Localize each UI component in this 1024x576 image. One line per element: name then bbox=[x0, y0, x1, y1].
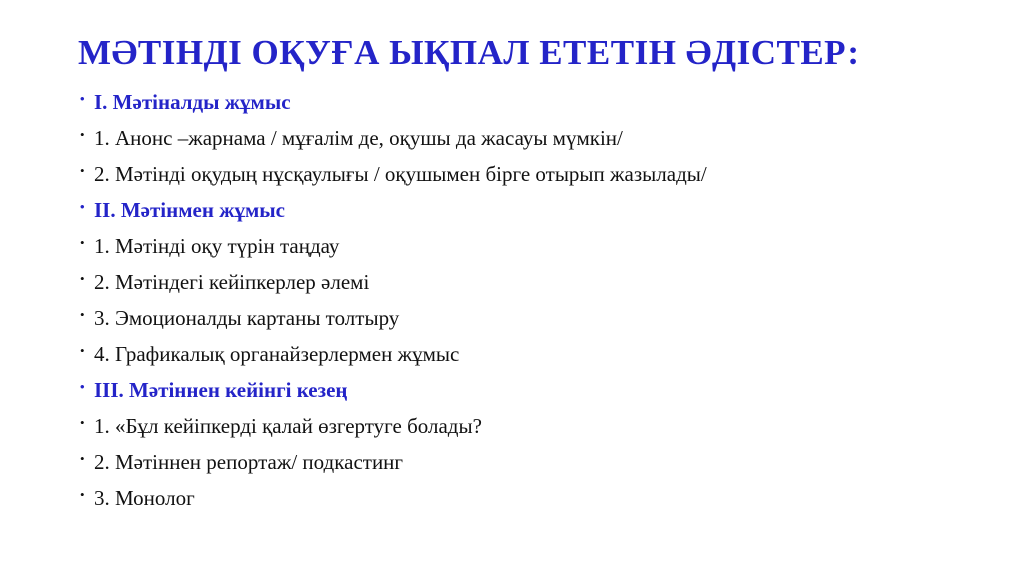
bullet-icon: • bbox=[80, 342, 85, 358]
section-heading-label: II. Мәтінмен жұмыс bbox=[94, 198, 285, 222]
list-item-label: 2. Мәтінді оқудың нұсқаулығы / оқушымен бірге отырып жазылады/ bbox=[94, 162, 707, 186]
bullet-icon: • bbox=[80, 486, 85, 502]
list-item-label: 1. Анонс –жарнама / мұғалім де, оқушы да жасауы мүмкін/ bbox=[94, 126, 623, 150]
section-heading-label: III. Мәтіннен кейінгі кезең bbox=[94, 378, 348, 402]
section-heading-label: I. Мәтіналды жұмыс bbox=[94, 90, 291, 114]
list-item-label: 3. Монолог bbox=[94, 486, 195, 510]
list-item bbox=[80, 408, 980, 444]
list-item bbox=[80, 156, 980, 192]
list-item-label: 1. Мәтінді оқу түрін таңдау bbox=[94, 234, 340, 258]
list-item bbox=[80, 336, 980, 372]
list-item-label: 1. «Бұл кейіпкерді қалай өзгертуге болады? bbox=[94, 414, 482, 438]
list-item-label: 2. Мәтіндегі кейіпкерлер әлемі bbox=[94, 270, 370, 294]
list-item-label: 2. Мәтіннен репортаж/ подкастинг bbox=[94, 450, 404, 474]
bullet-icon: • bbox=[80, 378, 85, 394]
list-item-label: 4. Графикалық органайзерлермен жұмыс bbox=[94, 342, 460, 366]
list-item bbox=[80, 264, 980, 300]
section-heading-2 bbox=[80, 192, 980, 228]
section-heading-1 bbox=[80, 84, 980, 120]
bullet-icon: • bbox=[80, 234, 85, 250]
list-item bbox=[80, 300, 980, 336]
bullet-icon: • bbox=[80, 450, 85, 466]
bullet-icon: • bbox=[80, 126, 85, 142]
list-item bbox=[80, 480, 980, 516]
list-item-label: 3. Эмоционалды картаны толтыру bbox=[94, 306, 400, 330]
list-item bbox=[80, 444, 980, 480]
list-item bbox=[80, 120, 980, 156]
list-item bbox=[80, 228, 980, 264]
slide-title: МӘТІНДІ ОҚУҒА ЫҚПАЛ ЕТЕТІН ӘДІСТЕР: bbox=[78, 33, 860, 72]
bullet-icon: • bbox=[80, 90, 85, 106]
bullet-icon: • bbox=[80, 270, 85, 286]
bullet-icon: • bbox=[80, 306, 85, 322]
bullet-icon: • bbox=[80, 198, 85, 214]
section-heading-3 bbox=[80, 372, 980, 408]
bullet-icon: • bbox=[80, 414, 85, 430]
bullet-icon: • bbox=[80, 162, 85, 178]
bullet-list bbox=[80, 84, 980, 516]
